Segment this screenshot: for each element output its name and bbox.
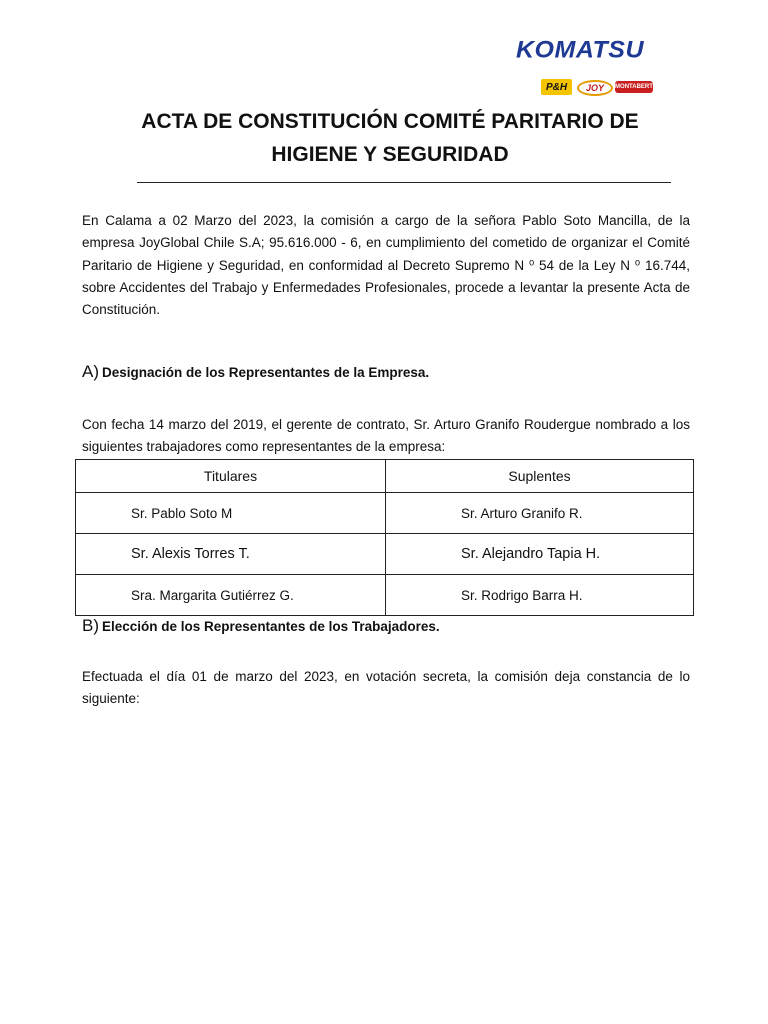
table-row [76, 534, 694, 575]
intro-paragraph: En Calama a 02 Marzo del 2023, la comisión a cargo de la señora Pablo Soto Mancilla, de la empresa JoyGlobal Chile S.A; 95.616.000 - 6, en cumplimiento del cometido de organizar el Comité Paritario de Higiene y Seguridad, en conformidad al Decreto Supremo N ⁰ 54 de la Ley N ⁰ 16.744, sobre Accidentes del Trabajo y Enfermedades Profesionales, procede a levantar la presente Acta de Constitución. [82, 213, 690, 318]
ph-logo: P&H [541, 79, 572, 95]
section-b-heading [82, 616, 440, 636]
header-titulares: Titulares [76, 460, 386, 493]
representatives-table [75, 459, 694, 616]
table-row [76, 493, 694, 534]
suplente-cell: Sr. Alejandro Tapia H. [386, 534, 694, 575]
titular-cell: Sr. Pablo Soto M [76, 493, 386, 534]
suplente-cell: Sr. Rodrigo Barra H. [386, 575, 694, 616]
section-b-paragraph: Efectuada el día 01 de marzo del 2023, en votación secreta, la comisión deja constancia de lo siguiente: [82, 669, 690, 707]
suplente-cell: Sr. Arturo Granifo R. [386, 493, 694, 534]
table-header-row [76, 460, 694, 493]
section-b-letter: B) [82, 616, 99, 635]
header-suplentes: Suplentes [386, 460, 694, 493]
section-a-heading [82, 362, 429, 382]
section-a-paragraph: Con fecha 14 marzo del 2019, el gerente de contrato, Sr. Arturo Granifo Roudergue nombrado a los siguientes trabajadores como representantes de la empresa: [82, 417, 690, 455]
titular-cell: Sra. Margarita Gutiérrez G. [76, 575, 386, 616]
section-a-letter: A) [82, 362, 99, 381]
montabert-logo: MONTABERT [615, 81, 653, 93]
section-a-title: Designación de los Representantes de la Empresa. [102, 365, 430, 380]
document-title: ACTA DE CONSTITUCIÓN COMITÉ PARITARIO DE HIGIENE Y SEGURIDAD [141, 110, 639, 166]
komatsu-logo: KOMATSU [516, 36, 645, 64]
section-b-title: Elección de los Representantes de los Trabajadores. [102, 619, 440, 634]
titular-cell: Sr. Alexis Torres T. [76, 534, 386, 575]
table-row [76, 575, 694, 616]
joy-logo: JOY [577, 80, 613, 96]
title-divider [137, 182, 671, 183]
